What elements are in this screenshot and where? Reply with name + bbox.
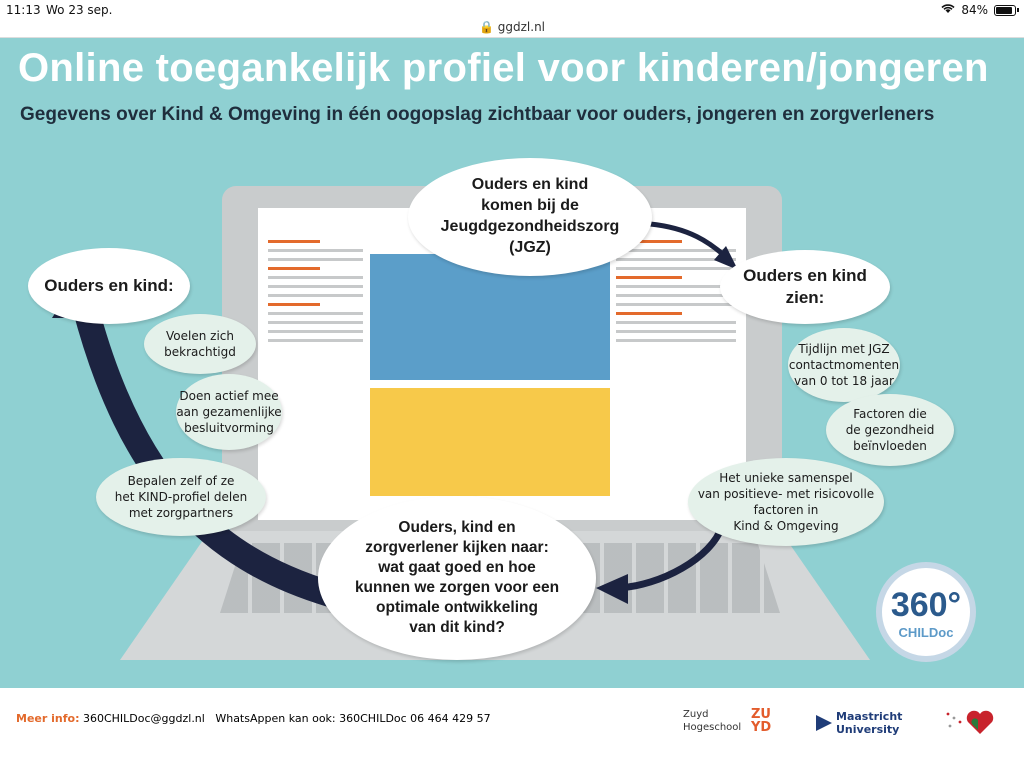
address-bar[interactable] (0, 18, 1024, 38)
point-empowered: Voelen zich bekrachtigd (144, 314, 256, 374)
bubble-parents-child (28, 248, 190, 324)
zuyd-logo: Zuyd Hogeschool ZU YD (683, 707, 772, 735)
bubble-jgz (408, 158, 652, 276)
status-date: Wo 23 sep. (46, 3, 113, 17)
poster-footer (0, 688, 1024, 752)
childoc-logo (876, 562, 976, 662)
point-interplay: Het unieke samenspel van positieve- met risicovolle factoren in Kind & Omgeving (688, 458, 884, 546)
footer-label: Meer info: (16, 712, 80, 725)
poster-image (0, 38, 1024, 688)
battery-percentage: 84% (961, 3, 988, 17)
address-url: ggdzl.nl (497, 20, 546, 34)
poster-title: Online toegankelijk profiel voor kinderen/jongeren (18, 46, 989, 90)
bubble-parents-child-text: Ouders en kind: (44, 275, 174, 295)
status-time: 11:13 (6, 3, 41, 17)
bubble-jgz-line: Jeugdgezondheidszorg (440, 218, 620, 235)
bubble-jgz-line: (JGZ) (509, 238, 551, 256)
point-factors: Factoren die de gezondheid beïnvloeden (826, 394, 954, 466)
maastricht-logo: Maastricht University (816, 710, 902, 736)
heart-logo-icon (936, 704, 996, 740)
point-share-profile: Bepalen zelf of ze het KIND-profiel delen met zorgpartners (96, 458, 266, 536)
footer-contact (16, 712, 491, 725)
status-bar (0, 0, 1024, 20)
status-right (941, 3, 1016, 17)
bottom-spacer (0, 752, 1024, 768)
wifi-icon (941, 3, 955, 17)
childoc-logo-name: CHILDoc (898, 625, 954, 640)
maastricht-mark-icon (816, 715, 832, 731)
poster-subtitle: Gegevens over Kind & Omgeving in één oogopslag zichtbaar voor ouders, jongeren en zorgverleners (20, 104, 935, 125)
bubble-look-together: Ouders, kind en zorgverlener kijken naar: wat gaat goed en hoe kunnen we zorgen voor een optimale ontwikkeling van dit kind? (318, 496, 596, 660)
battery-icon (994, 5, 1016, 16)
bubble-jgz-line: komen bij de (481, 197, 579, 215)
lock-icon: 🔒 (478, 20, 494, 34)
bubble-jgz-line: Ouders en kind (471, 176, 589, 194)
footer-whatsapp: WhatsAppen kan ook: 360CHILDoc 06 464 429 57 (215, 712, 491, 725)
footer-email: 360CHILDoc@ggdzl.nl (82, 712, 205, 725)
point-shared-decision: Doen actief mee aan gezamenlijke besluitvorming (176, 374, 282, 450)
childoc-logo-number: 360° (890, 586, 962, 624)
point-timeline: Tijdlijn met JGZ contactmomenten van 0 tot 18 jaar (788, 328, 900, 402)
bubble-parents-see: Ouders en kind zien: (720, 250, 890, 324)
